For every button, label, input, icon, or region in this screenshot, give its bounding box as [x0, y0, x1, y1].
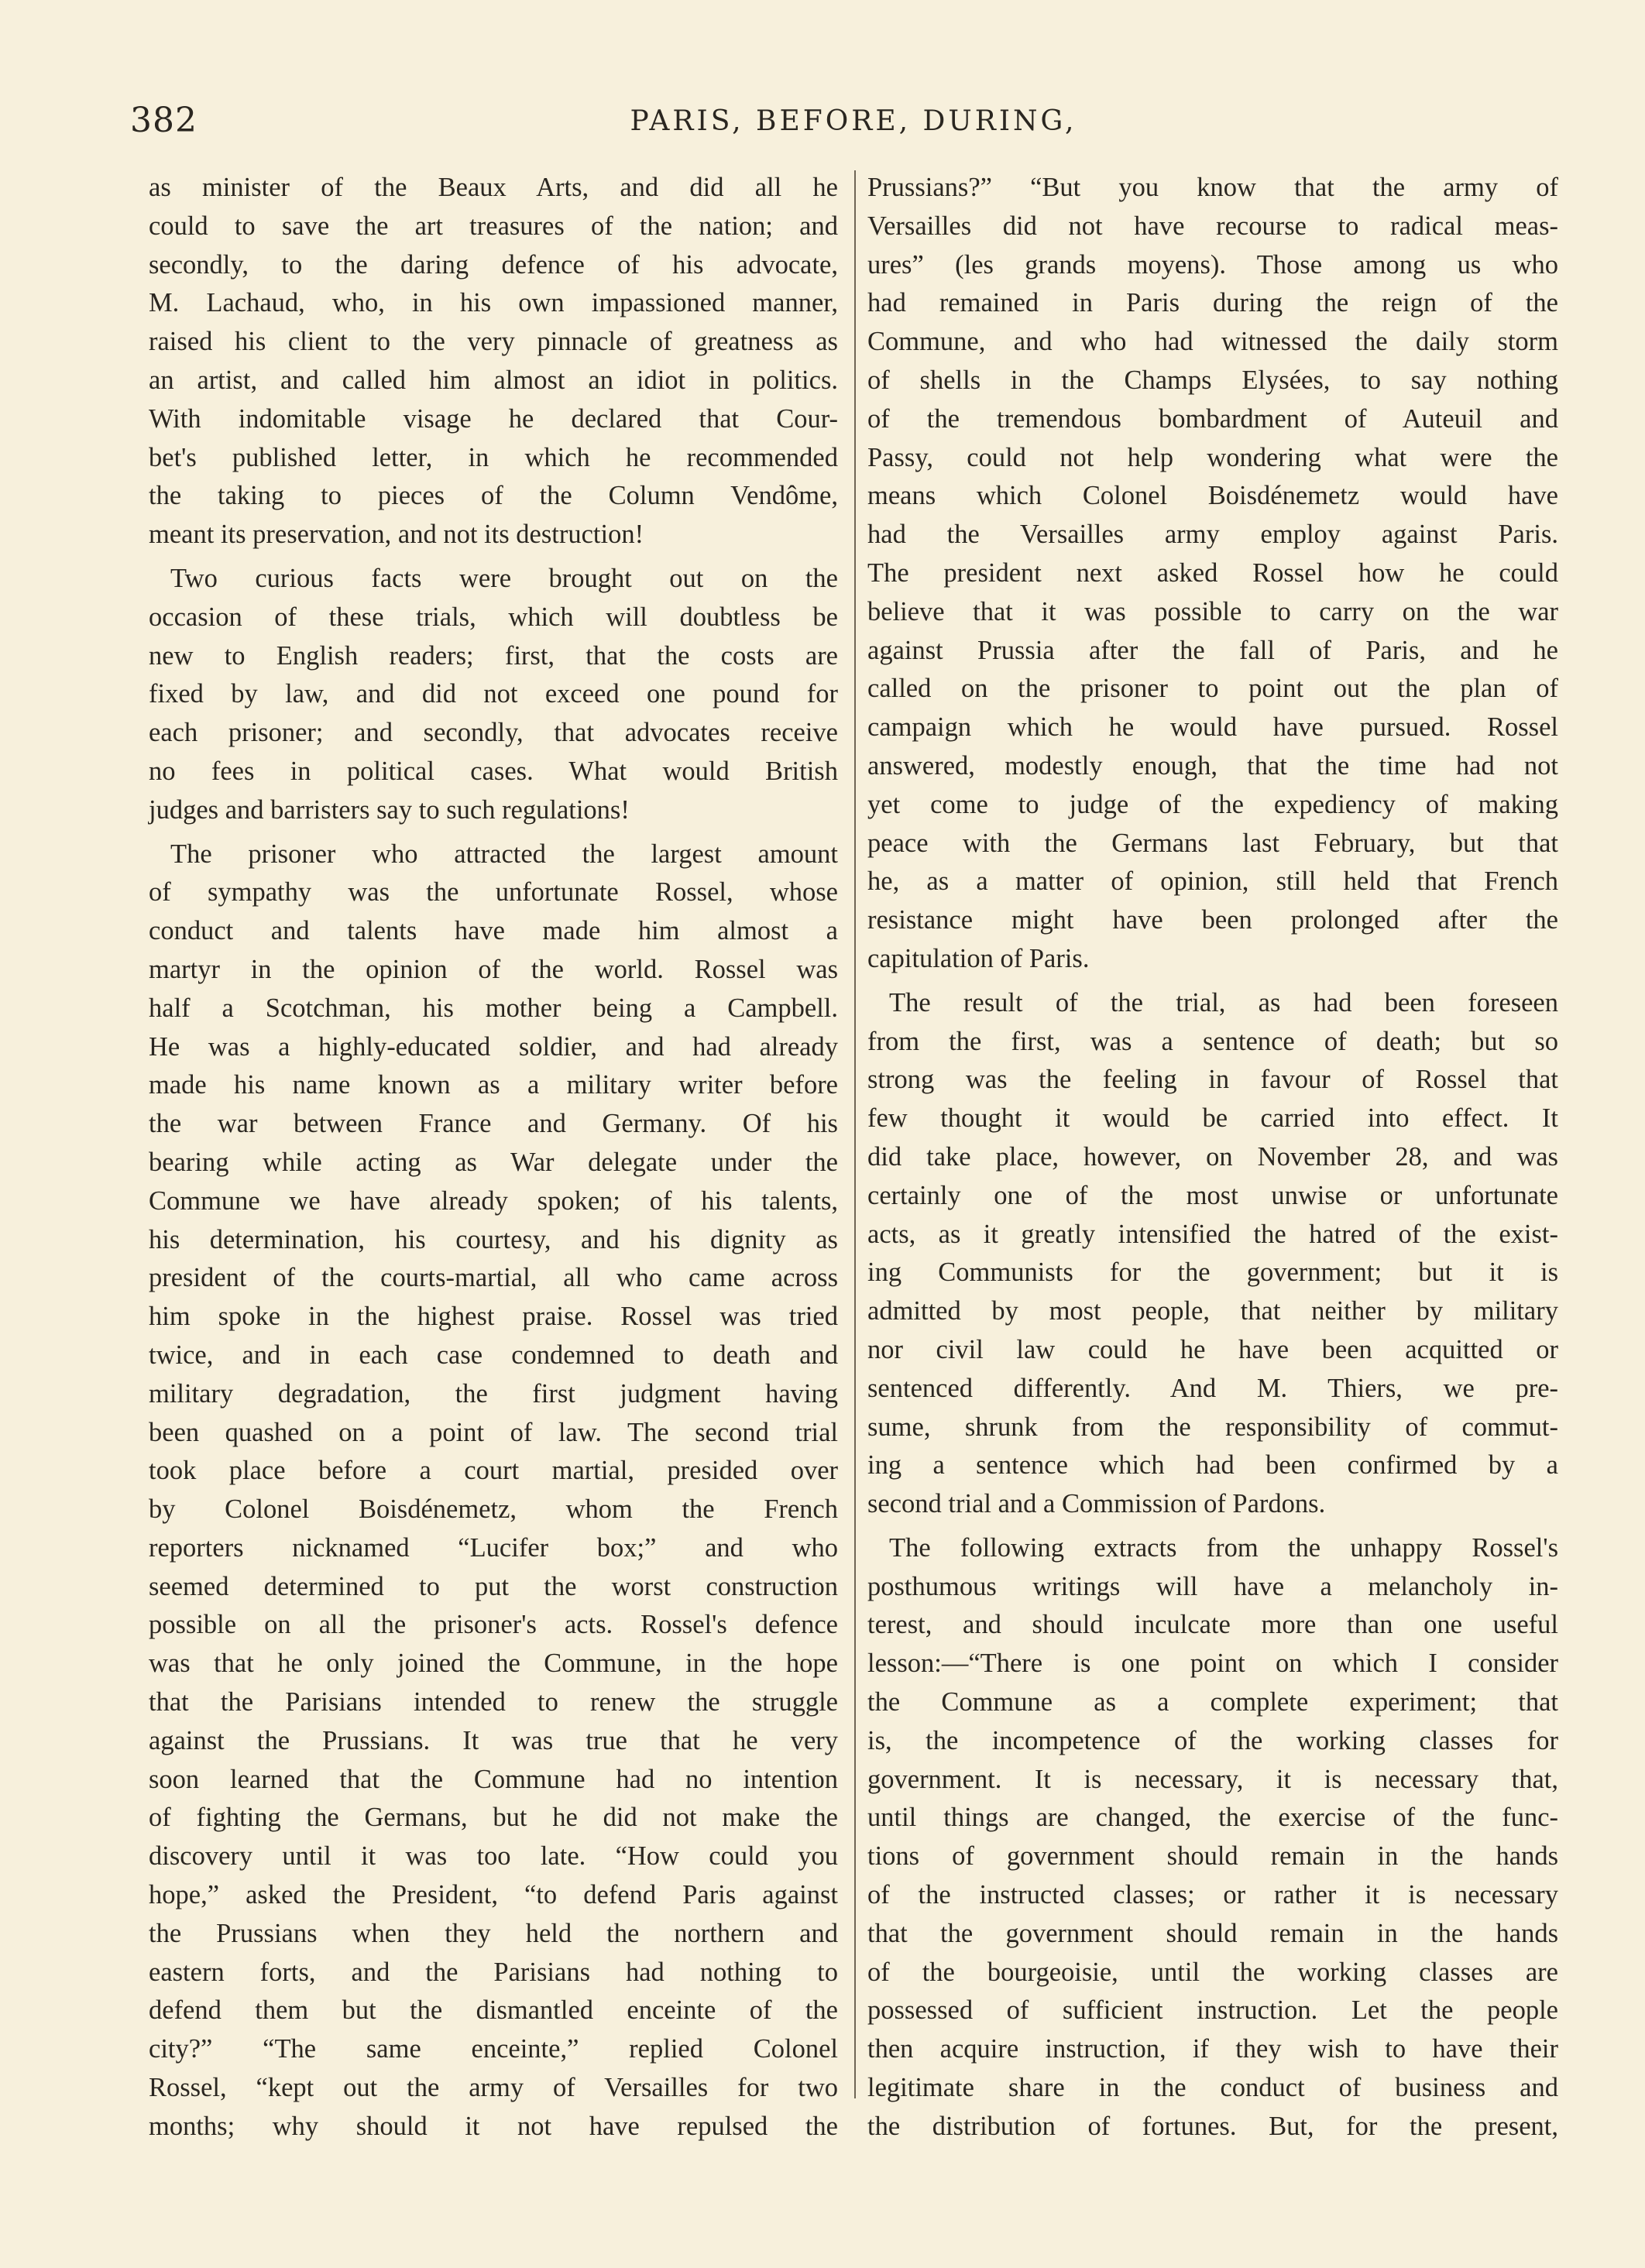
text-line: Passy, could not help wondering what were the — [867, 442, 1558, 472]
text-line: defend them but the dismantled enceinte of the — [149, 1995, 838, 2026]
text-line: ures” (les grands moyens). Those among us who — [867, 249, 1558, 280]
text-line: the taking to pieces of the Column Vendôme, — [149, 481, 838, 511]
text-line: ing Communists for the government; but it is — [867, 1258, 1558, 1288]
text-line: campaign which he would have pursued. Rossel — [867, 712, 1558, 743]
text-line: eastern forts, and the Parisians had nothing to — [149, 1957, 838, 1987]
text-line: had the Versailles army employ against Paris. — [867, 520, 1558, 550]
text-line: government. It is necessary, it is necessary that, — [867, 1764, 1558, 1794]
text-line: hope,” asked the President, “to defend Paris against — [149, 1880, 838, 1910]
page-header — [124, 101, 1583, 147]
text-line: sentenced differently. And M. Thiers, we pre- — [867, 1373, 1558, 1403]
text-line: peace with the Germans last February, but that — [867, 828, 1558, 858]
text-line: that the government should remain in the hands — [867, 1918, 1558, 1948]
text-line: had remained in Paris during the reign of the — [867, 288, 1558, 318]
text-line: resistance might have been prolonged after the — [867, 905, 1558, 935]
text-line: admitted by most people, that neither by military — [867, 1296, 1558, 1326]
text-line: new to English readers; first, that the costs are — [149, 640, 838, 671]
text-line: each prisoner; and secondly, that advocates receive — [149, 718, 838, 748]
text-line: nor civil law could he have been acquitted or — [867, 1334, 1558, 1364]
text-line: ing a sentence which had been confirmed by a — [867, 1450, 1558, 1481]
page-number: 382 — [130, 101, 197, 140]
text-line: bearing while acting as War delegate under the — [149, 1147, 838, 1177]
text-line: until things are changed, the exercise of the func- — [867, 1803, 1558, 1833]
text-line: fixed by law, and did not exceed one pound for — [149, 679, 838, 709]
text-line: posthumous writings will have a melancholy in- — [867, 1571, 1558, 1601]
text-line: took place before a court martial, presided over — [149, 1456, 838, 1486]
text-line: The president next asked Rossel how he could — [867, 558, 1558, 588]
text-line: called on the prisoner to point out the plan of — [867, 674, 1558, 704]
text-line: yet come to judge of the expediency of making — [867, 789, 1558, 819]
text-line: martyr in the opinion of the world. Rossel was — [149, 954, 838, 984]
text-line: then acquire instruction, if they wish to have their — [867, 2034, 1558, 2064]
text-line: legitimate share in the conduct of business and — [867, 2073, 1558, 2103]
text-line: tions of government should remain in the hands — [867, 1841, 1558, 1872]
running-title: PARIS, BEFORE, DURING, — [630, 105, 1077, 137]
text-line: twice, and in each case condemned to death and — [149, 1340, 838, 1370]
text-line: bet's published letter, in which he recommended — [149, 442, 838, 472]
text-line: is, the incompetence of the working classes for — [867, 1725, 1558, 1755]
text-line: by Colonel Boisdénemetz, whom the French — [149, 1494, 838, 1525]
text-line: possible on all the prisoner's acts. Rossel's defence — [149, 1610, 838, 1640]
text-line: of shells in the Champs Elysées, to say nothing — [867, 365, 1558, 395]
text-line: against Prussia after the fall of Paris, and he — [867, 635, 1558, 665]
text-line: meant its preservation, and not its destruction! — [149, 520, 644, 550]
text-line: secondly, to the daring defence of his advocate, — [149, 249, 838, 280]
text-line: reporters nicknamed “Lucifer box;” and who — [149, 1532, 838, 1563]
text-line: Commune, and who had witnessed the daily storm — [867, 327, 1558, 357]
text-line: acts, as it greatly intensified the hatred of the exist- — [867, 1219, 1558, 1249]
text-line: half a Scotchman, his mother being a Campbell. — [149, 993, 838, 1023]
text-line: Two curious facts were brought out on the — [170, 563, 838, 593]
text-line: did take place, however, on November 28, and was — [867, 1141, 1558, 1172]
text-line: as minister of the Beaux Arts, and did all he — [149, 173, 838, 202]
left-column — [149, 169, 838, 2141]
text-line: soon learned that the Commune had no intention — [149, 1764, 838, 1794]
text-line: he, as a matter of opinion, still held that French — [867, 866, 1558, 897]
text-line: the Commune as a complete experiment; that — [867, 1687, 1558, 1717]
column-divider — [854, 170, 856, 2098]
text-line: With indomitable visage he declared that Cour- — [149, 403, 838, 434]
text-line: The following extracts from the unhappy Rossel's — [889, 1532, 1558, 1563]
text-line: possessed of sufficient instruction. Let the people — [867, 1995, 1558, 2026]
text-line: seemed determined to put the worst construction — [149, 1571, 838, 1601]
text-line: an artist, and called him almost an idiot in politics. — [149, 365, 838, 395]
text-line: city?” “The same enceinte,” replied Colonel — [149, 2034, 838, 2064]
text-line: his determination, his courtesy, and his dignity as — [149, 1224, 838, 1254]
text-line: from the first, was a sentence of death; but so — [867, 1026, 1558, 1056]
text-line: Versailles did not have recourse to radical meas- — [867, 211, 1558, 241]
text-line: of fighting the Germans, but he did not make the — [149, 1803, 838, 1833]
text-line: certainly one of the most unwise or unfortunate — [867, 1180, 1558, 1210]
text-line: could to save the art treasures of the nation; and — [149, 211, 838, 241]
text-line: the Prussians when they held the northern and — [149, 1918, 838, 1948]
text-line: strong was the feeling in favour of Rossel that — [867, 1065, 1558, 1095]
text-line: of the bourgeoisie, until the working classes are — [867, 1957, 1558, 1987]
text-line: that the Parisians intended to renew the struggle — [149, 1687, 838, 1717]
text-line: of the tremendous bombardment of Auteuil and — [867, 403, 1558, 434]
text-line: capitulation of Paris. — [867, 943, 1090, 973]
text-line: Commune we have already spoken; of his talents, — [149, 1185, 838, 1216]
text-line: was that he only joined the Commune, in the hope — [149, 1649, 838, 1679]
text-line: months; why should it not have repulsed the — [149, 2111, 838, 2141]
text-line: second trial and a Commission of Pardons. — [867, 1489, 1326, 1519]
text-line: discovery until it was too late. “How could you — [149, 1841, 838, 1872]
text-line: He was a highly-educated soldier, and had already — [149, 1031, 838, 1062]
text-line: raised his client to the very pinnacle of greatness as — [149, 327, 838, 357]
text-line: The result of the trial, as had been foreseen — [889, 987, 1558, 1017]
text-line: Rossel, “kept out the army of Versailles for two — [149, 2073, 838, 2103]
text-line: means which Colonel Boisdénemetz would have — [867, 481, 1558, 511]
text-line: occasion of these trials, which will doubtless be — [149, 602, 838, 632]
text-line: no fees in political cases. What would British — [149, 756, 838, 786]
text-line: of sympathy was the unfortunate Rossel, whose — [149, 877, 838, 908]
text-line: conduct and talents have made him almost a — [149, 916, 838, 946]
text-line: president of the courts-martial, all who came across — [149, 1263, 838, 1293]
text-line: been quashed on a point of law. The second trial — [149, 1417, 838, 1447]
text-line: him spoke in the highest praise. Rossel was tried — [149, 1302, 838, 1332]
text-line: military degradation, the first judgment having — [149, 1378, 838, 1408]
right-column — [867, 169, 1558, 2141]
text-line: lesson:—“There is one point on which I consider — [867, 1649, 1558, 1679]
text-line: sume, shrunk from the responsibility of commut- — [867, 1412, 1558, 1442]
text-line: Prussians?” “But you know that the army of — [867, 173, 1558, 202]
text-line: the distribution of fortunes. But, for the present, — [867, 2111, 1558, 2141]
text-line: terest, and should inculcate more than one useful — [867, 1610, 1558, 1640]
text-line: of the instructed classes; or rather it is necessary — [867, 1880, 1558, 1910]
text-line: believe that it was possible to carry on the war — [867, 596, 1558, 626]
text-line: answered, modestly enough, that the time had not — [867, 750, 1558, 781]
text-line: few thought it would be carried into effect. It — [867, 1103, 1558, 1134]
text-line: the war between France and Germany. Of his — [149, 1109, 838, 1139]
text-line: M. Lachaud, who, in his own impassioned manner, — [149, 288, 838, 318]
text-line: judges and barristers say to such regulations! — [149, 794, 630, 825]
text-line: made his name known as a military writer before — [149, 1070, 838, 1100]
text-line: The prisoner who attracted the largest amount — [170, 839, 838, 869]
text-line: against the Prussians. It was true that he very — [149, 1725, 838, 1755]
